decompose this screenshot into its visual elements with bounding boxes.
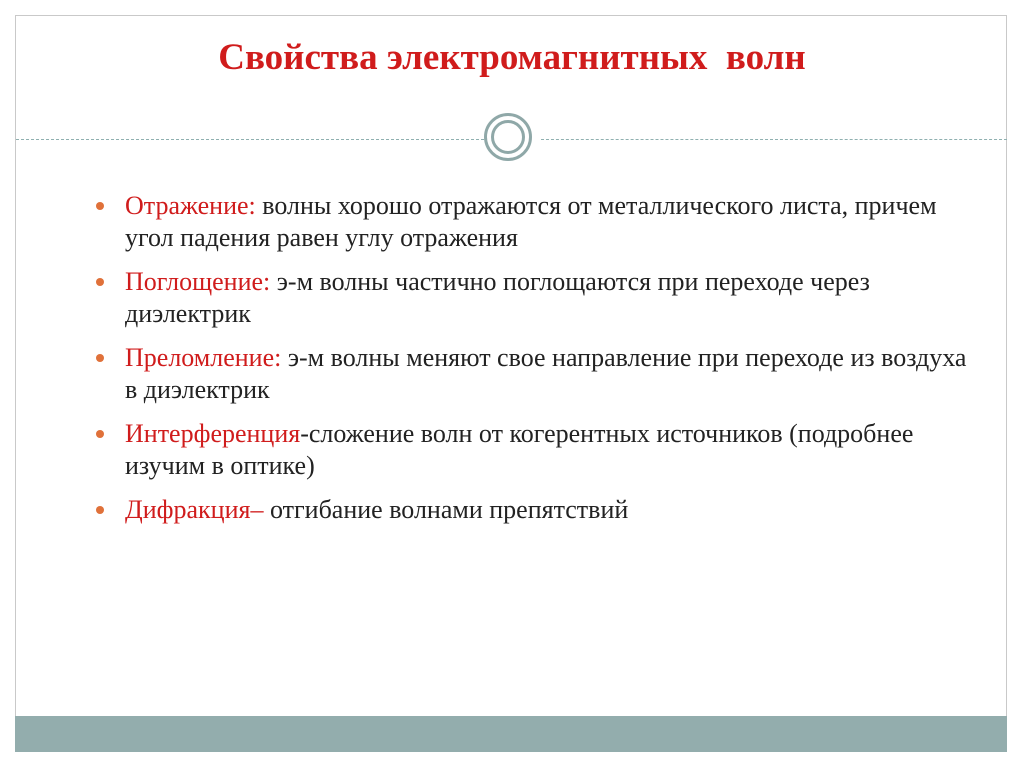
footer-bar	[15, 716, 1007, 752]
circle-ornament-inner	[491, 120, 525, 154]
bullet-text: волны хорошо отражаются от металлического листа, причем угол падения равен углу отражения	[125, 191, 937, 252]
bullet-text: э-м волны меняют свое направление при переходе из воздуха в диэлектрик	[125, 343, 967, 404]
bullet-term: Интерференция	[125, 419, 301, 448]
slide-title: Свойства электромагнитных волн	[218, 37, 806, 78]
bullet-dot-icon	[96, 430, 104, 438]
bullet-dot-icon	[96, 354, 104, 362]
bullet-term: Дифракция–	[125, 495, 264, 524]
bullet-term: Отражение:	[125, 191, 256, 220]
bullet-item-absorption	[96, 266, 976, 330]
bullet-item-diffraction	[96, 494, 976, 526]
bullet-dot-icon	[96, 506, 104, 514]
bullet-text: э-м волны частично поглощаются при переходе через диэлектрик	[125, 267, 870, 328]
circle-ornament-icon	[484, 113, 532, 161]
title-divider-right	[541, 139, 1007, 140]
bullet-text: -сложение волн от когерентных источников (подробнее изучим в оптике)	[125, 419, 914, 480]
bullet-text: отгибание волнами препятствий	[263, 495, 629, 524]
title-divider-left	[16, 139, 484, 140]
bullet-dot-icon	[96, 278, 104, 286]
bullet-item-interference	[96, 418, 976, 482]
bullet-item-reflection	[96, 190, 976, 254]
bullet-term: Поглощение:	[125, 267, 271, 296]
bullet-list	[96, 190, 976, 538]
bullet-term: Преломление:	[125, 343, 282, 372]
bullet-dot-icon	[96, 202, 104, 210]
bullet-item-refraction	[96, 342, 976, 406]
